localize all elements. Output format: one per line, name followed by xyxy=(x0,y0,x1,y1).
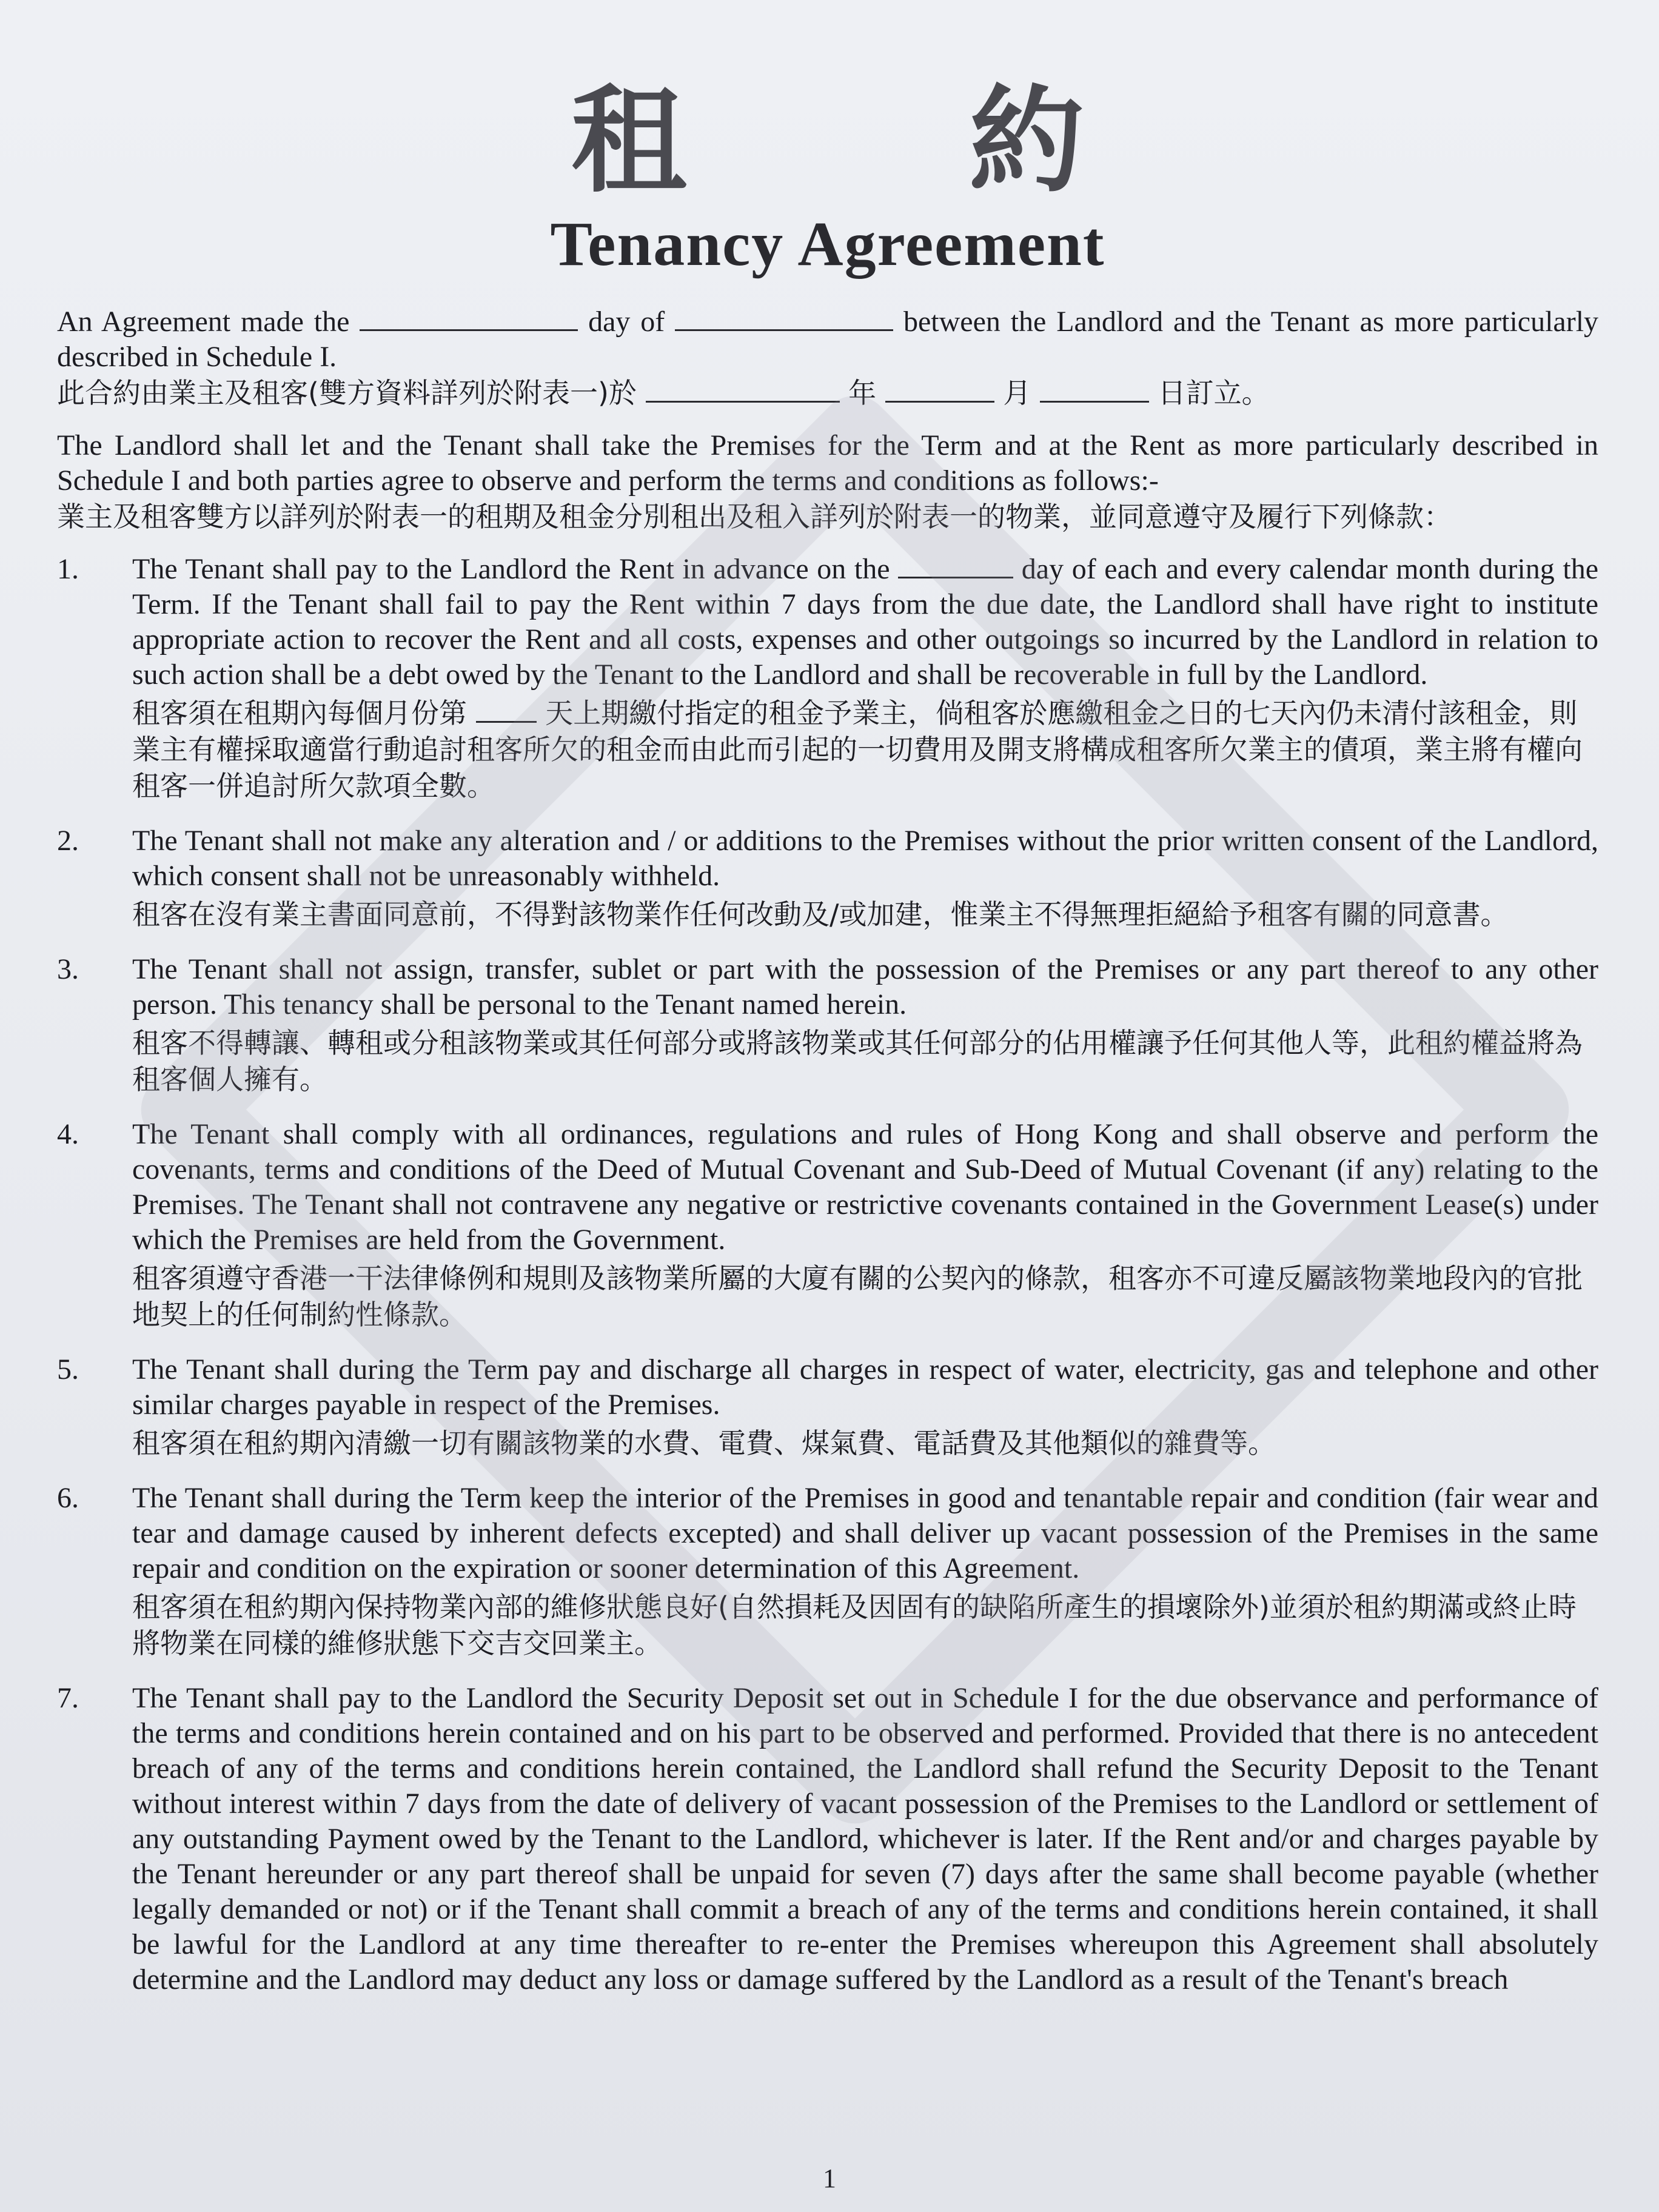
blank-day xyxy=(360,305,578,331)
clause-number: 4. xyxy=(57,1118,79,1150)
clause-cn: 租客須遵守香港一干法律條例和規則及該物業所屬的大廈有關的公契內的條款，租客亦不可違反屬該物業地段內的官批地契上的任何制約性條款。 xyxy=(132,1262,1583,1331)
intro-cn-text: 日訂立。 xyxy=(1158,377,1270,409)
clause-number: 1. xyxy=(57,553,79,585)
clause-7 xyxy=(57,1681,1598,1997)
clause-en-text: day of each and every calendar month during the Term. If the Tenant shall fail to pay the Rent within 7 days from the due date, the Landlord shall have right to institute appropriate action to recover the Rent and all costs, expenses and other outgoings so incurred by the Landlord in relation to such action shall be a debt owed by the Tenant to the Landlord and shall be recoverable in full by the Landlord. xyxy=(132,553,1599,691)
clause-number: 3. xyxy=(57,953,79,985)
clause-number: 7. xyxy=(57,1682,79,1714)
intro-cn-line xyxy=(57,375,1598,411)
clause-en xyxy=(132,552,1598,692)
clause-en: The Tenant shall during the Term keep the interior of the Premises in good and tenantable repair and condition (fair wear and tear and damage caused by inherent defects excepted) and shall deliver up vacant possession of the Premises in the same repair and condition on the expiration or sooner determination of this Agreement. xyxy=(132,1482,1598,1584)
title-chinese: 租 約 xyxy=(571,74,1206,208)
blank-rent-day xyxy=(898,552,1013,578)
intro-section xyxy=(57,304,1598,411)
clause-en: The Tenant shall comply with all ordinances, regulations and rules of Hong Kong and shall observe and perform the covenants, terms and conditions of the Deed of Mutual Covenant and Sub-Deed of Mutual Covenant (if any) relating to the Premises. The Tenant shall not contravene any negative or restrictive covenants contained in the Government Lease(s) under which the Premises are held from the Government. xyxy=(132,1118,1598,1256)
clause-en: The Tenant shall during the Term pay and discharge all charges in respect of water, electricity, gas and telephone and other similar charges payable in respect of the Premises. xyxy=(132,1353,1598,1421)
clause-cn: 租客不得轉讓、轉租或分租該物業或其任何部分或將該物業或其任何部分的佔用權讓予任何其他人等，此租約權益將為租客個人擁有。 xyxy=(132,1027,1583,1096)
clause-6 xyxy=(57,1481,1598,1661)
intro-en-line xyxy=(57,304,1598,375)
blank-day-cn xyxy=(1040,377,1149,403)
clause-number: 6. xyxy=(57,1482,79,1514)
preamble-en: The Landlord shall let and the Tenant shall take the Premises for the Term and at the Rent as more particularly described in Schedule I and both parties agree to observe and perform the terms and conditions as follows:- xyxy=(57,429,1598,497)
clause-2 xyxy=(57,823,1598,933)
preamble-section xyxy=(57,428,1598,535)
intro-text: between the Landlord and the Tenant as more particularly described in Schedule I. xyxy=(57,306,1599,373)
title-english: Tenancy Agreement xyxy=(550,209,1105,279)
preamble-cn: 業主及租客雙方以詳列於附表一的租期及租金分別租出及租入詳列於附表一的物業，並同意遵守及履行下列條款： xyxy=(57,500,1452,533)
clause-cn-text: 天上期繳付指定的租金予業主，倘租客於應繳租金之日的七天內仍未清付該租金，則業主有權採取適當行動追討租客所欠的租金而由此而引起的一切費用及開支將構成租客所欠業主的債項，業主將有權向租客一併追討所欠款項全數。 xyxy=(132,697,1583,802)
intro-cn-text: 年 xyxy=(848,377,877,409)
blank-year-cn xyxy=(646,377,840,403)
clause-en-text: The Tenant shall pay to the Landlord the Rent in advance on the xyxy=(132,553,890,585)
intro-cn-text: 月 xyxy=(1003,377,1031,409)
clause-cn: 租客須在租約期內保持物業內部的維修狀態良好(自然損耗及因固有的缺陷所產生的損壞除外)並須於租約期滿或終止時將物業在同樣的維修狀態下交吉交回業主。 xyxy=(132,1590,1577,1660)
clause-en: The Tenant shall pay to the Landlord the Security Deposit set out in Schedule I for the due observance and performance of the terms and conditions herein contained and on his part to be observed and performed. Provided that there is no antecedent breach of any of the terms and conditions herein contained, the Landlord shall refund the Security Deposit to the Tenant without interest within 7 days from the date of delivery of vacant possession of the Premises to the Landlord or settlement of any outstanding Payment owed by the Tenant to the Landlord, whichever is later. If the Rent and/or and charges payable by the Tenant hereunder or any part thereof shall be unpaid for seven (7) days after the same shall become payable (whether legally demanded or not) or if the Tenant shall commit a breach of any of the terms and conditions herein contained, it shall be lawful for the Landlord at any time thereafter to re-enter the Premises whereupon this Agreement shall absolutely determine and the Landlord may deduct any loss or damage suffered by the Landlord as a result of the Tenant's breach xyxy=(132,1682,1598,1996)
blank-month-cn xyxy=(885,377,994,403)
clause-number: 2. xyxy=(57,825,79,857)
intro-text: day of xyxy=(588,306,665,338)
intro-text: An Agreement made the xyxy=(57,306,350,338)
clause-number: 5. xyxy=(57,1353,79,1386)
clause-cn: 租客在沒有業主書面同意前，不得對該物業作任何改動及/或加建，惟業主不得無理拒絕給予租客有關的同意書。 xyxy=(132,898,1509,931)
clause-en: The Tenant shall not make any alteration and / or additions to the Premises without the prior written consent of the Landlord, which consent shall not be unreasonably withheld. xyxy=(132,825,1598,892)
clause-5 xyxy=(57,1352,1598,1461)
clause-1 xyxy=(57,552,1598,804)
clause-cn-text: 租客須在租期內每個月份第 xyxy=(132,697,467,729)
clause-cn xyxy=(132,695,1598,804)
clause-3 xyxy=(57,952,1598,1098)
clause-4 xyxy=(57,1117,1598,1333)
blank-rent-day-cn xyxy=(476,697,537,723)
clause-en: The Tenant shall not assign, transfer, sublet or part with the possession of the Premises or any part thereof to any other person. This tenancy shall be personal to the Tenant named herein. xyxy=(132,953,1598,1021)
clause-cn: 租客須在租約期內清繳一切有關該物業的水費、電費、煤氣費、電話費及其他類似的雜費等。 xyxy=(132,1427,1276,1460)
blank-month xyxy=(675,305,893,331)
page-number: 1 xyxy=(823,2163,836,2193)
intro-cn-text: 此合約由業主及租客(雙方資料詳列於附表一)於 xyxy=(57,377,637,409)
